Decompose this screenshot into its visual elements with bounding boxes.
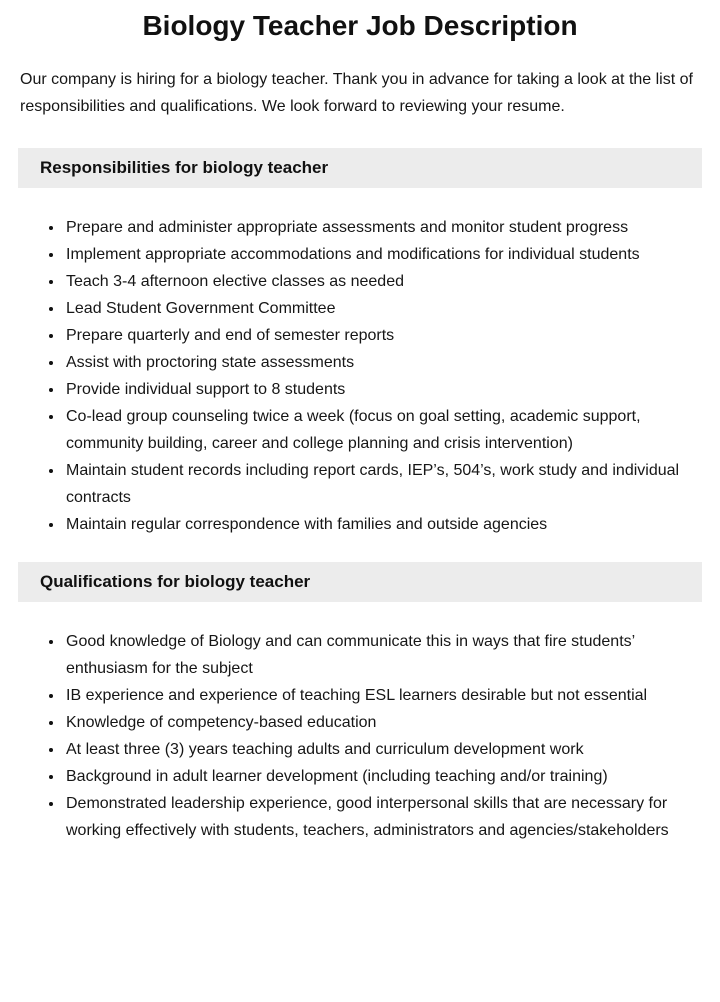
list-item: • Implement appropriate accommodations and modifications for individual students (64, 241, 702, 268)
qualifications-heading-label: Qualifications for biology teacher (40, 572, 311, 591)
list-item: • Co-lead group counseling twice a week (focus on goal setting, academic support, community building, career and college planning and crisis intervention) (64, 403, 702, 457)
list-item: • Assist with proctoring state assessments (64, 349, 702, 376)
qualifications-section-heading (18, 562, 702, 602)
list-item: • Prepare quarterly and end of semester reports (64, 322, 702, 349)
list-item: • Provide individual support to 8 students (64, 376, 702, 403)
list-item: • Maintain student records including report cards, IEP’s, 504’s, work study and individual contracts (64, 457, 702, 511)
intro-paragraph: Our company is hiring for a biology teacher. Thank you in advance for taking a look at the list of responsibilities and qualifications. We look forward to reviewing your resume. (20, 71, 693, 115)
list-item: • Background in adult learner development (including teaching and/or training) (64, 763, 702, 790)
list-item: • Good knowledge of Biology and can communicate this in ways that fire students’ enthusiasm for the subject (64, 628, 702, 682)
list-item: • Teach 3-4 afternoon elective classes as needed (64, 268, 702, 295)
list-item: • Demonstrated leadership experience, good interpersonal skills that are necessary for working effectively with students, teachers, administrators and agencies/stakeholders (64, 790, 702, 844)
list-item: • Lead Student Government Committee (64, 295, 702, 322)
list-item: • At least three (3) years teaching adults and curriculum development work (64, 736, 702, 763)
qualifications-list (18, 628, 702, 844)
responsibilities-section-heading (18, 148, 702, 188)
page-title: Biology Teacher Job Description (142, 10, 578, 41)
list-item: • Prepare and administer appropriate assessments and monitor student progress (64, 214, 702, 241)
list-item: • IB experience and experience of teaching ESL learners desirable but not essential (64, 682, 702, 709)
list-item: • Maintain regular correspondence with families and outside agencies (64, 511, 702, 538)
responsibilities-list (18, 214, 702, 538)
responsibilities-heading-label: Responsibilities for biology teacher (40, 158, 329, 177)
list-item: • Knowledge of competency-based education (64, 709, 702, 736)
